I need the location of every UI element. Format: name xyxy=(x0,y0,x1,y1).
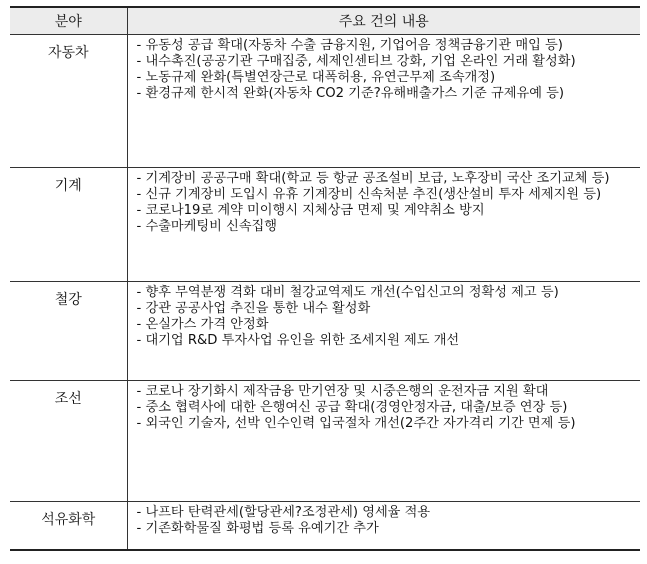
list-item: - 내수촉진(공공기관 구매집중, 세제인센티브 강화, 기업 온라인 거래 활성화) xyxy=(136,54,576,70)
content-cell xyxy=(127,381,640,502)
content-cell xyxy=(127,168,640,282)
list-item: - 나프타 탄력관세(할당관세?조정관세) 영세율 적용 xyxy=(136,505,431,520)
list-item: - 기계장비 공공구매 확대(학교 등 항균 공조설비 보급, 노후장비 국산 조기교체 등) xyxy=(136,171,610,186)
list-item: - 수출마케팅비 신속집행 xyxy=(136,219,278,235)
list-item: - 기존화학물질 화평법 등록 유예기간 추가 xyxy=(136,521,379,537)
sector-cell: 기계 xyxy=(10,168,127,282)
header-sector: 분야 xyxy=(10,7,127,35)
list-item: - 향후 무역분쟁 격화 대비 철강교역제도 개선(수입신고의 정확성 제고 등) xyxy=(136,285,559,300)
content-cell xyxy=(127,35,640,168)
sector-cell: 조선 xyxy=(10,381,127,502)
list-item: - 중소 협력사에 대한 은행여신 공급 확대(경영안정자금, 대출/보증 연장 등) xyxy=(136,400,568,416)
list-item: - 외국인 기술자, 선박 인수인력 입국절차 개선(2주간 자가격리 기간 면제 등) xyxy=(136,416,576,432)
header-content: 주요 건의 내용 xyxy=(127,7,640,35)
list-item: - 온실가스 가격 안정화 xyxy=(136,317,269,333)
list-item: - 대기업 R&D 투자사업 유인을 위한 조세지원 제도 개선 xyxy=(136,333,460,349)
list-item: - 강관 공공사업 추진을 통한 내수 활성화 xyxy=(136,301,371,317)
proposal-table-container xyxy=(10,6,640,551)
sector-cell: 석유화학 xyxy=(10,502,127,550)
sector-cell: 철강 xyxy=(10,282,127,381)
list-item: - 신규 기계장비 도입시 유휴 기계장비 신속처분 추진(생산설비 투자 세제지원 등) xyxy=(136,187,602,203)
table-row xyxy=(10,381,640,502)
table-row xyxy=(10,35,640,168)
content-cell xyxy=(127,502,640,550)
list-item: - 코로나19로 계약 미이행시 지체상금 면제 및 계약취소 방지 xyxy=(136,203,485,219)
industry-proposals-table xyxy=(10,6,640,551)
table-row xyxy=(10,168,640,282)
content-cell xyxy=(127,282,640,381)
sector-cell: 자동차 xyxy=(10,35,127,168)
table-row xyxy=(10,502,640,550)
list-item: - 노동규제 완화(특별연장근로 대폭허용, 유연근무제 조속개정) xyxy=(136,70,496,86)
table-header-row xyxy=(10,7,640,35)
list-item: - 환경규제 한시적 완화(자동차 CO2 기준?유해배출가스 기준 규제유예 등) xyxy=(136,86,565,102)
table-row xyxy=(10,282,640,381)
list-item: - 유동성 공급 확대(자동차 수출 금융지원, 기업어음 정책금융기관 매입 등) xyxy=(136,38,563,53)
list-item: - 코로나 장기화시 제작금융 만기연장 및 시중은행의 운전자금 지원 확대 xyxy=(136,384,549,399)
